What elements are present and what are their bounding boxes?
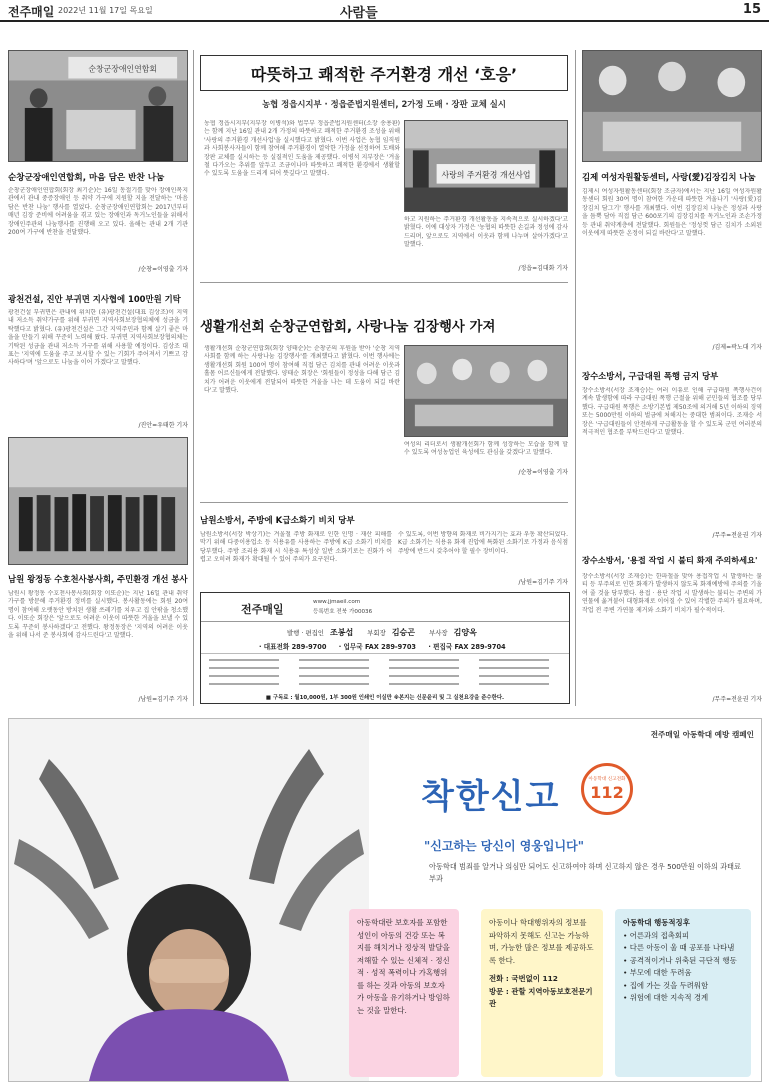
branch-office-list xyxy=(209,657,561,689)
article-body: 농협 정읍시지부(지부장 이병석)와 법무부 정읍준법지원센터(소장 송용환)는 함께 지난 16일 관내 2개 가정의 따뜻하고 쾌적한 주거환경 조성을 위해 '사랑의 주거환경 개선사업'을 실시했다고 밝혔다. 이번 사업은 농협 임직원과 사회봉사자들이 함께 참여해 주거환경이 열악한 가정을 선정하여 도배와 장판 교체를 실시하는 등 실질적인 도움을 제공했다. 이병석 지부장은 '겨울철 다가오는 추위를 앞두고 조금이나마 따뜻하고 쾌적한 환경에서 생활할 수 있도록 도움을 드리게 되어 뜻깊다'고 말했다. xyxy=(204,120,400,178)
article-body: 남원시 왕정동 수호천사봉사회(회장 이또순)는 지난 16일 관내 취약가구를 방문해 주거환경 정비를 실시했다. 봉사활동에는 회원 20여 명이 참여해 오랫동안 방치된 생활 쓰레기를 치우고 집 안팎을 청소했다. 이또순 회장은 '앞으로도 어려운 이웃이 따뜻한 겨울을 보낼 수 있도록 꾸준히 봉사하겠다'고 전했다. 왕정동장은 '지역의 어려운 이웃을 위해 나서 준 봉사회에 감사드린다'고 말했다. xyxy=(8,590,188,640)
article-title: 따뜻하고 쾌적한 주거환경 개선 ‘호응’ xyxy=(250,64,518,84)
report-visit: 방문 : 관할 지역아동보호전문기관 xyxy=(489,986,593,1008)
article-title: 순창군장애인연합회, 마음 담은 반찬 나눔 xyxy=(8,173,165,183)
banner-text: 순창군장애인연합회 xyxy=(88,64,158,74)
publisher-name: 조봉섭 xyxy=(330,628,354,637)
article-photo-kimchi xyxy=(404,345,568,437)
article-body: 장수소방서(서장 조재승)는 한파철을 맞아 용접작업 시 발생하는 불티 등 부주의로 인한 화재가 발생하지 않도록 화재예방에 주의를 기울여 줄 것을 당부했다. 용접 · 용단 작업 시 발생하는 불티는 주변의 가연물에 옮겨붙어 대형화재로 이어질 수 있어 각별한 주의가 필요하며, 작업 전 주변 가연물 제거와 소화기 비치가 필수적이다. xyxy=(582,573,762,614)
article-byline: /순창=이영출 기자 xyxy=(138,266,188,273)
ad-card-behavior-signs xyxy=(615,909,751,1077)
child-abuse-campaign-ad xyxy=(8,718,762,1082)
ad-card-definition xyxy=(349,909,459,1077)
vice-name: 김승곤 xyxy=(391,628,416,637)
editorial-fax: · 편집국 FAX 289-9704 xyxy=(428,643,506,651)
ad-photo-crying-child xyxy=(9,719,369,1081)
page-number: 15 xyxy=(742,2,761,17)
article-subtitle: 농협 정읍시지부 · 정읍준법지원센터, 2가정 도배 · 장판 교체 실시 xyxy=(262,99,506,109)
article-title: 광천건설, 진안 부귀면 지사협에 100만원 기탁 xyxy=(8,294,181,304)
imprint-url: www.jjmaeil.com xyxy=(313,599,361,605)
article-body: 장수소방서(서장 조재승)는 여러 이유로 인해 구급대원 폭행사건이 계속 발생함에 따라 구급대원 폭행 근절을 위해 군민들의 협조를 당부했다. 구급대원 폭행은 소방기본법 제50조에 의거해 5년 이하의 징역 또는 5000만원 이하의 벌금에 처해지는 중대한 범죄이다. 조재승 서장은 '구급대원들이 안전하게 구급활동을 할 수 있도록 군민 여러분의 적극적인 협조를 부탁드린다'고 말했다. xyxy=(582,387,762,437)
newspaper-imprint xyxy=(200,592,570,704)
main-phone: · 대표전화 289-9700 xyxy=(259,643,327,651)
article-byline: /정읍=김대화 기자 xyxy=(518,265,568,272)
newspaper-logo: 전주매일 xyxy=(8,5,55,19)
article-byline: /김제=곽노대 기자 xyxy=(712,344,762,351)
article-title: 생활개선회 순창군연합회, 사랑나눔 김장행사 가져 xyxy=(200,320,496,335)
imprint-divider xyxy=(201,653,569,654)
publisher-label: 발행 · 편집인 xyxy=(287,629,324,637)
article-body: 생활개선회 순창군연합회(회장 양태순)는 순창군의 후원을 받아 '순창 지역사회를 함께 하는 사랑나눔 김장행사'를 개최했다고 밝혔다. 이번 행사에는 생활개선회 회원 100여 명이 참여해 직접 담근 김치를 관내 어려운 이웃과 홀몸 어르신들에게 전달했다. 양태순 회장은 '회원들이 정성을 다해 담근 김치가 어려운 이웃에게 전달되어 따뜻한 겨울을 나는 데 도움이 되길 바란다'고 말했다. xyxy=(204,345,400,395)
sign-item: • 어른과의 접촉회피 xyxy=(623,930,690,940)
imprint-registration: 등록번호 전북 가00036 xyxy=(313,609,373,615)
article-photo-volunteers xyxy=(8,437,188,565)
article-title: 장수소방서, 구급대원 폭행 금지 당부 xyxy=(582,371,719,381)
card-title: 아동학대 행동적징후 xyxy=(623,918,690,927)
sign-item: • 위험에 대한 지속적 경계 xyxy=(623,993,709,1002)
imprint-footer: ■ 구독료 : 월10,000원, 1부 300원 인쇄인 이실만 ※본지는 신문윤리 및 그 실천요강을 준수한다. xyxy=(265,695,505,701)
article-title: 남원 왕정동 수호천사봉사회, 주민환경 개선 봉사 xyxy=(8,574,188,584)
campaign-title: 전주매일 아동학대 예방 캠페인 xyxy=(650,730,754,739)
sign-item: • 집에 가는 것을 두려워함 xyxy=(623,980,709,990)
imprint-title: 전주매일 xyxy=(241,603,284,616)
article-body: 남원소방서(서장 박상기)는 겨울철 주방 화재로 인한 인명 · 재산 피해를 막기 위해 다중이용업소 등 식용유를 사용하는 주방에 K급 소화기 비치를 당부했다. 주방 조리용 화재 시 식용유 특성상 일반 소화기로는 진화가 어렵고 오히려 화재가 확대될 수 있어 주의가 요구된다. xyxy=(200,531,392,564)
section-title: 사람들 xyxy=(340,6,378,21)
article-byline: /순창=이영출 기자 xyxy=(518,469,568,476)
article-photo-side-dish xyxy=(8,50,188,162)
article-body: 순창군장애인연합회(회장 최기순)는 16일 동절기를 맞아 장애인복지관에서 관내 중증장애인 등 취약 가구에 지원할 지을 전달하는 '마음 담은 반찬 나눔' 행사를 열었다. 순창군장애인연합회는 2017년부터 매년 김장 준비에 어려움을 겪고 있는 장애인과 독거노인들을 위해서 장애인주관의 나눔행사를 진행해 오고 있다. 올해는 관내 2개 기관 200여 가구에 반찬을 전달했다. xyxy=(8,187,188,237)
article-body-cont: 수 있도록, 이번 방향의 화재로 비가지기는 효과 우동 확산되었다. K급 소화기는 식용유 화재 진압에 특화된 소화기로 가정과 음식점 주방에 반드시 갖추어야 할 필수 장비이다. xyxy=(398,531,568,555)
vice-label: 부회장 xyxy=(367,629,386,637)
card-text: 아동학대란 보호자를 포함한 성인이 아동의 건강 또는 복지를 해치거나 정상적 발달을 저해할 수 있는 신체적 · 정신적 · 성적 폭력이나 가혹행위를 하는 것과 아동의 보호자가 아동을 유기하거나 방임하는 것을 말한다. xyxy=(357,918,450,1015)
imprint-people xyxy=(287,627,477,638)
badge-caption: 아동학대 신고전화 xyxy=(588,777,626,782)
article-body-cont: 여성의 리더로서 생활개선회가 함께 성장하는 모습을 함께 할 수 있도록 여성농업인 육성에도 관심을 갖겠다'고 말했다. xyxy=(404,441,568,457)
report-phone: 전화 : 국번없이 112 xyxy=(489,974,558,983)
gm-name: 김양옥 xyxy=(453,628,477,637)
sign-item: • 부모에 대한 두려움 xyxy=(623,968,692,977)
column-rule xyxy=(193,50,194,706)
headline-box xyxy=(200,55,568,91)
emergency-112-badge xyxy=(581,763,633,815)
article-body: 광천건설 부귀면은 관내에 위치한 (유)광천건설(대표 김상조)이 지역 내 저소득 취약가구를 위해 부귀면 지역사회보장협의체에 성금을 기탁했다고 밝혔다. (유)광천건설은 그간 지역주민과 함께 살기 좋은 마을을 만들기 위해 꾸준히 노력해 왔다. 부귀면 지역사회보장협의체는 기탁된 성금을 관내 저소득 가구를 위해 사용할 예정이다. 김상조 대표는 '지역에 도움을 주고 보시할 수 있는 기회가 주어져서 기쁘고 감사하다'며 '앞으로도 나눔을 이어 가겠다'고 말했다. xyxy=(8,309,188,367)
sign-item: • 다른 아동이 울 때 공포를 나타냄 xyxy=(623,943,735,952)
business-fax: · 업무국 FAX 289-9703 xyxy=(338,643,417,651)
ad-card-how-to-report xyxy=(481,909,603,1077)
badge-number: 112 xyxy=(590,783,624,802)
ad-description: 아동학대 범죄를 알거나 의심만 되어도 신고하여야 하며 신고하지 않은 경우 500만원 이하의 과태료 부과 xyxy=(429,862,741,883)
article-title: 장수소방서, '용접 작업 시 불티 화재 주의하세요' xyxy=(582,555,758,565)
sign-item: • 공격적이거나 위축된 극단적 행동 xyxy=(623,955,737,965)
section-divider xyxy=(200,282,568,283)
sign-text: 사랑의 주거환경 개선사업 xyxy=(441,170,531,180)
article-title: 남원소방서, 주방에 K급소화기 비치 당부 xyxy=(200,516,355,526)
masthead xyxy=(0,0,769,22)
article-body-cont: 하고 지원하는 주거환경 개선활동을 지속적으로 실시하겠다'고 밝혔다. 이에 대상자 가정은 '농협의 따뜻한 손길과 정성에 감사드리며, 앞으로도 지역에서 이웃과 함께 나누며 살아가겠다'고 말했다. xyxy=(404,216,568,249)
card-text: 아동이나 학대행위자의 정보를 파악하지 못해도 신고는 가능하며, 가능한 많은 정보를 제공하도록 한다. xyxy=(489,918,594,965)
article-byline: /무주=전윤권 기자 xyxy=(712,696,762,703)
section-divider xyxy=(200,502,568,503)
issue-date: 2022년 11월 17일 목요일 xyxy=(58,6,153,15)
ad-slogan: "신고하는 당신이 영웅입니다" xyxy=(424,839,584,853)
article-byline: /남원=김기주 기자 xyxy=(138,696,188,703)
article-photo-housing xyxy=(404,120,568,212)
article-body: 김제시 여성자원활동센터(회장 조금자)에서는 지난 16일 여성자원활동센터 회원 30여 명이 참여한 가운데 따뜻한 겨울나기 '사랑(愛)김장김치 담그기' 행사를 개최했다. 이번 김장김치 나눔은 정성과 사랑을 듬뿍 담아 직접 담근 600포기의 김장김치를 독거노인과 조손가정 등 관내 취약계층에 전달했다. 회원들은 '정성껏 담근 김치가 소외된 이웃에게 따뜻한 온정이 되길 바란다'고 말했다. xyxy=(582,188,762,238)
imprint-tel xyxy=(259,641,506,651)
column-rule xyxy=(575,50,576,706)
article-byline: /무주=전윤권 기자 xyxy=(712,532,762,539)
imprint-divider xyxy=(201,621,569,622)
ad-logo-text: 착한신고 xyxy=(421,777,561,817)
article-title: 김제 여성자원활동센터, 사랑(愛)김장김치 나눔 xyxy=(582,172,756,182)
article-byline: /남원=김기주 기자 xyxy=(518,579,568,586)
article-photo-kimchi-gimje xyxy=(582,50,762,162)
gm-label: 부사장 xyxy=(429,629,448,637)
article-byline: /진안=우태한 기자 xyxy=(138,422,188,429)
